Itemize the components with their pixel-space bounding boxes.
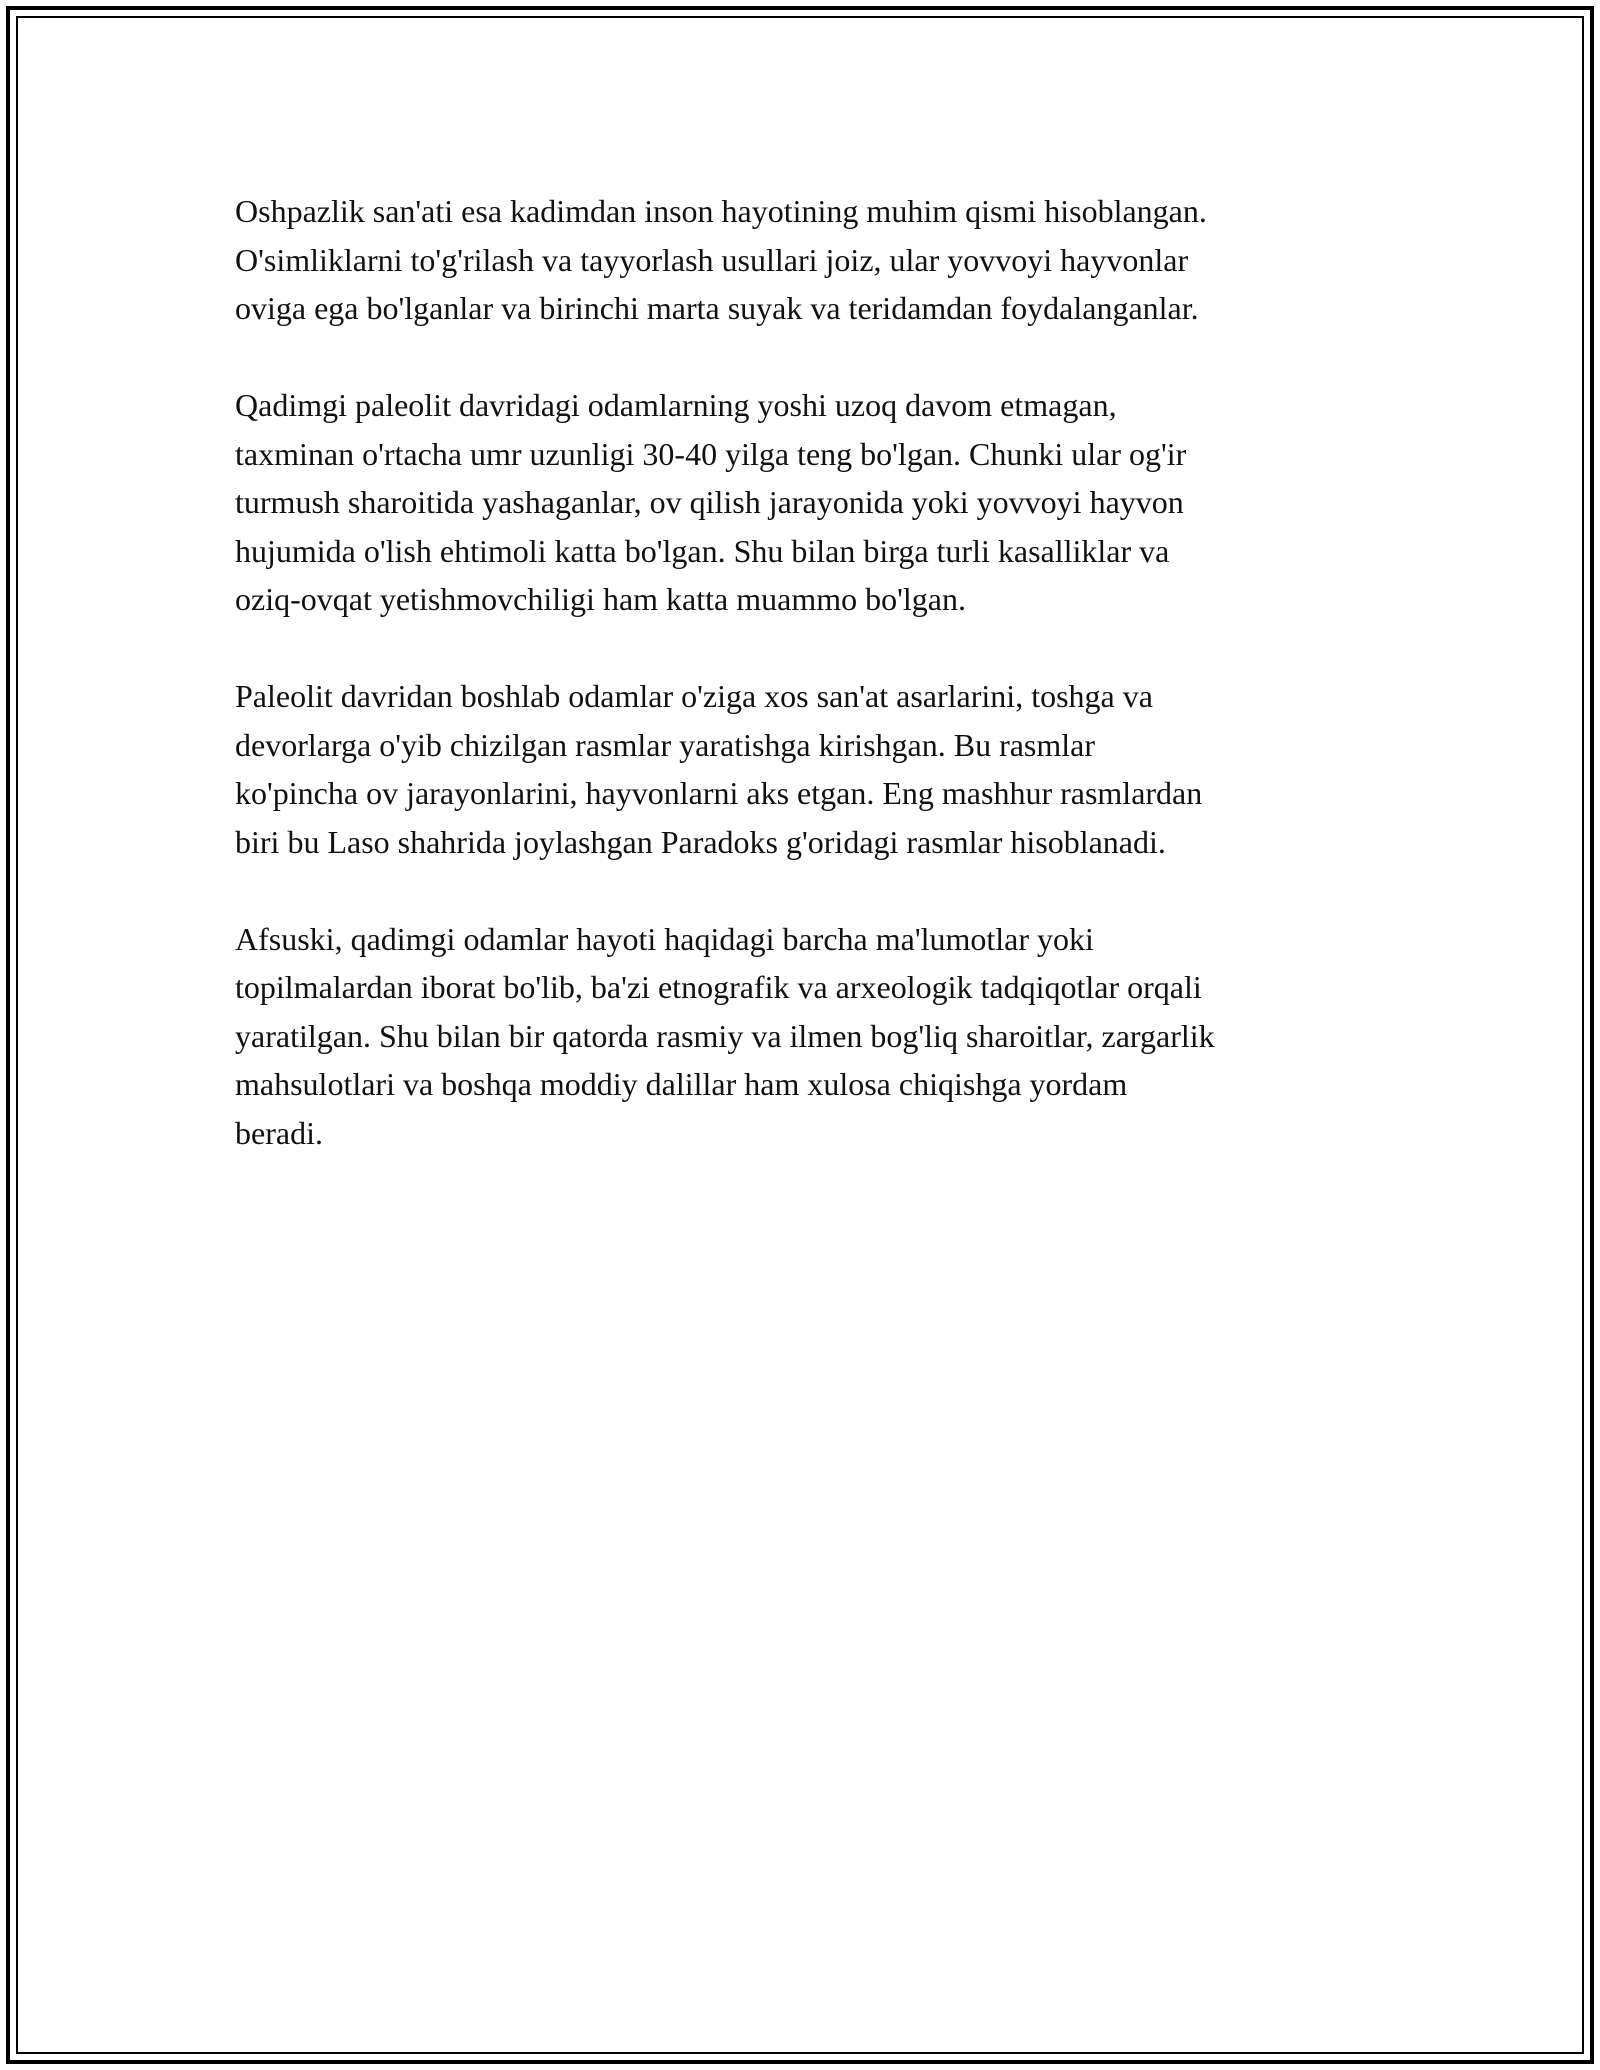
paragraph-evidence: Afsuski, qadimgi odamlar hayoti haqidagi barcha ma'lumotlar yoki topilmalardan iborat bo'lib, ba'zi etnografik va arxeologik tadqiqotlar orqali yaratilgan. Shu bilan bir qatorda rasmiy va ilmen bog'liq sharoitlar, zargarlik mahsulotlari va boshqa moddiy dalillar ham xulosa chiqishga yordam beradi.	[235, 920, 1215, 1151]
paragraph-cooking: Oshpazlik san'ati esa kadimdan inson hayotining muhim qismi hisoblangan. O'simliklarni to'g'rilash va tayyorlash usullari joiz, ular yovvoyi hayvonlar oviga ega bo'lganlar va birinchi marta suyak va teridamdan foydalanganlar.	[235, 193, 1207, 326]
document-body	[235, 187, 1375, 1206]
paragraph-cave-art: Paleolit davridan boshlab odamlar o'ziga xos san'at asarlarini, toshga va devorlarga o'yib chizilgan rasmlar yaratishga kirishgan. Bu rasmlar ko'pincha ov jarayonlarini, hayvonlarni aks etgan. Eng mashhur rasmlardan biri bu Laso shahrida joylashgan Paradoks g'oridagi rasmlar hisoblanadi.	[235, 678, 1203, 860]
paragraph-lifespan: Qadimgi paleolit davridagi odamlarning yoshi uzoq davom etmagan, taxminan o'rtacha umr uzunligi 30-40 yilga teng bo'lgan. Chunki ular og'ir turmush sharoitida yashaganlar, ov qilish jarayonida yoki yovvoyi hayvon hujumida o'lish ehtimoli katta bo'lgan. Shu bilan birga turli kasalliklar va oziq-ovqat yetishmovchiligi ham katta muammo bo'lgan.	[235, 387, 1187, 617]
